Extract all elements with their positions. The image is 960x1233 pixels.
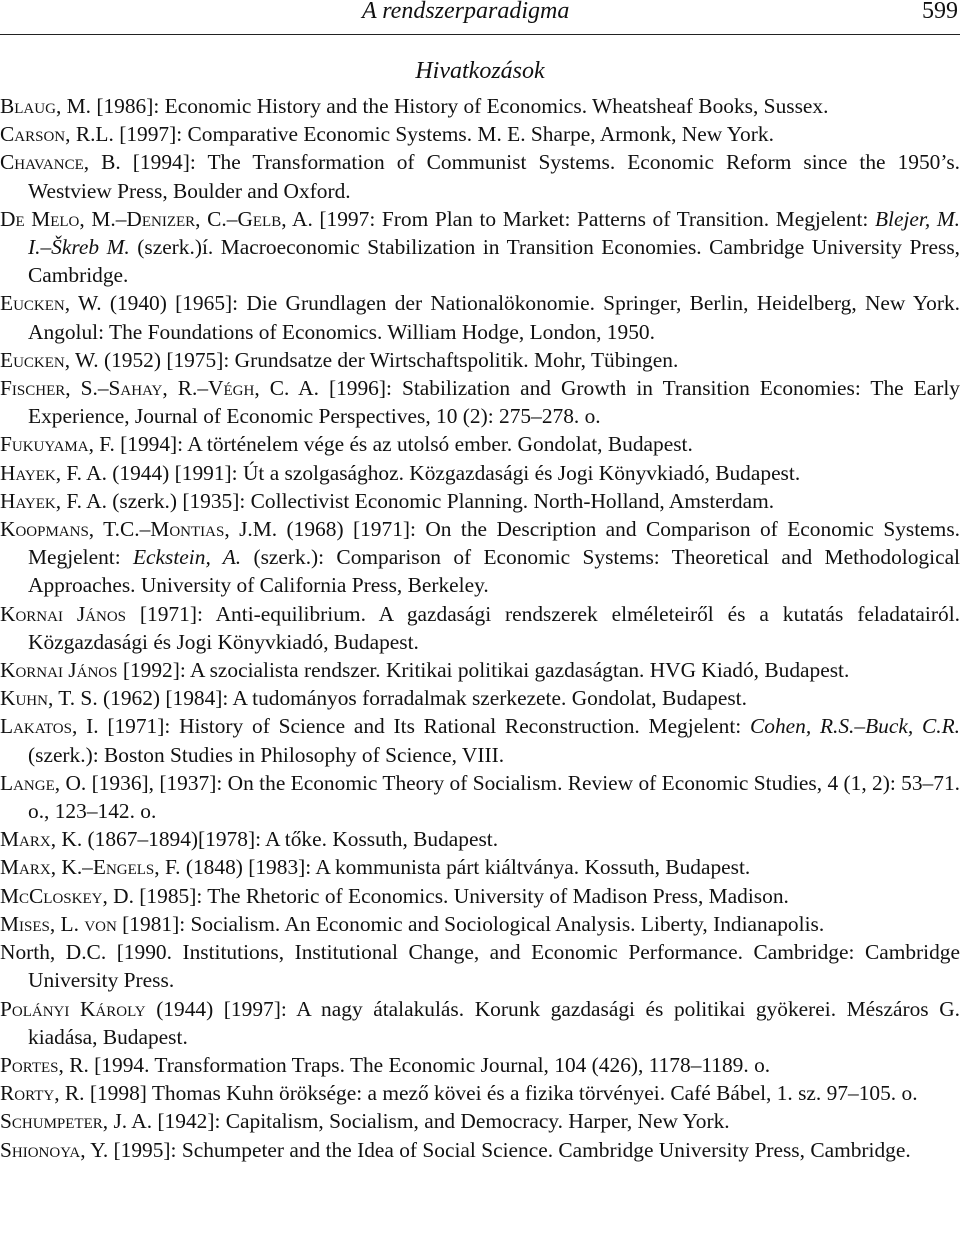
reference-text: [1971]: Anti-equilibrium. A gazdasági rendszerek elméleteiről és a kutatás feladatairól. Közgazdasági és Jogi Könyvkiadó, Budapest. xyxy=(28,601,960,654)
reference-item xyxy=(0,515,960,600)
reference-text: , R. [1994. Transformation Traps. The Economic Journal, 104 (426), 1178–1189. o. xyxy=(58,1052,771,1077)
reference-item xyxy=(0,995,960,1051)
reference-item xyxy=(0,825,960,853)
reference-item xyxy=(0,374,960,430)
reference-text: , I. [1971]: History of Science and Its Rational Reconstruction. Megjelent: xyxy=(71,714,750,739)
reference-editors: Cohen, R.S.–Buck, C.R. xyxy=(749,714,960,739)
reference-item xyxy=(0,430,960,458)
reference-text: (1944) [1997]: A nagy átalakulás. Korunk gazdasági és politikai gyökerei. Mészáros G. kiadása, Budapest. xyxy=(28,996,960,1049)
reference-text: [1981]: Socialism. An Economic and Sociological Analysis. Liberty, Indianapolis. xyxy=(116,911,825,936)
reference-item xyxy=(0,487,960,515)
reference-author: Carson xyxy=(0,122,66,147)
reference-author: Lange xyxy=(0,770,55,795)
reference-item xyxy=(0,853,960,881)
page-number: 599 xyxy=(922,0,958,24)
reference-item xyxy=(0,289,960,345)
reference-text: (szerk.): Comparison of Economic Systems: Theoretical and Methodological Approaches. University of California Press, Berkeley. xyxy=(28,545,960,598)
reference-author: Kornai János xyxy=(0,658,118,683)
reference-text: [1992]: A szocialista rendszer. Kritikai politikai gazdaságtan. HVG Kiadó, Budapest. xyxy=(117,658,850,683)
reference-author: Hayek xyxy=(0,488,56,513)
reference-author: Chavance xyxy=(0,150,84,175)
page-header xyxy=(0,0,960,35)
reference-item xyxy=(0,1051,960,1079)
section-title: Hivatkozások xyxy=(415,58,545,84)
reference-item xyxy=(0,1107,960,1135)
reference-item xyxy=(0,1079,960,1107)
reference-text: , F. A. (szerk.) [1935]: Collectivist Economic Planning. North-Holland, Amsterdam. xyxy=(55,488,775,513)
reference-text: , B. [1994]: The Transformation of Communist Systems. Economic Reform since the 1950’s. Westview Press, Boulder and Oxford. xyxy=(28,150,960,203)
reference-item xyxy=(0,882,960,910)
reference-text: , K. (1867–1894)[1978]: A tőke. Kossuth, Budapest. xyxy=(50,827,499,852)
reference-text: , Y. [1995]: Schumpeter and the Idea of Social Science. Cambridge University Press, Cambridge. xyxy=(80,1137,911,1162)
reference-text: , F. A. (1944) [1991]: Út a szolgasághoz. Közgazdasági és Jogi Könyvkiadó, Budapest. xyxy=(55,460,801,485)
reference-author: Eucken xyxy=(0,291,65,316)
reference-author: Blaug xyxy=(0,94,56,118)
reference-author: Lakatos xyxy=(0,714,72,739)
reference-author: Shionoya xyxy=(0,1137,81,1162)
reference-author: Polányi Károly xyxy=(0,996,146,1021)
reference-author: Koopmans, T.C.–Montias xyxy=(0,517,225,542)
reference-item xyxy=(0,346,960,374)
reference-author: Rorty xyxy=(0,1081,55,1106)
reference-item xyxy=(0,656,960,684)
reference-list xyxy=(0,92,960,1164)
reference-text: North, D.C. [1990. Institutions, Institutional Change, and Economic Performance. Cambridge: Cambridge University Press. xyxy=(0,940,960,993)
reference-author: Schumpeter xyxy=(0,1109,103,1134)
reference-author: Mises, L. von xyxy=(0,911,117,936)
reference-text: , R. [1998] Thomas Kuhn öröksége: a mező kövei és a fizika törvényei. Café Bábel, 1. sz. 97–105. o. xyxy=(54,1081,918,1106)
reference-text: , M. [1986]: Economic History and the History of Economics. Wheatsheaf Books, Sussex. xyxy=(55,94,829,118)
reference-author: Fischer, S.–Sahay, R.–Végh xyxy=(0,376,255,401)
reference-author: Kuhn xyxy=(0,686,48,711)
reference-editors: Eckstein, A. xyxy=(132,545,242,570)
reference-text: , A. [1997: From Plan to Market: Patterns of Transition. Megjelent: xyxy=(281,206,875,231)
reference-item xyxy=(0,769,960,825)
reference-item xyxy=(0,1136,960,1164)
reference-text: , C. A. [1996]: Stabilization and Growth in Transition Economies: The Early Experience, Journal of Economic Perspectives, 10 (2): 275–278. o. xyxy=(28,376,960,429)
reference-text: , D. [1985]: The Rhetoric of Economics. University of Madison Press, Madison. xyxy=(102,883,789,908)
reference-text: , F. [1994]: A történelem vége és az utolsó ember. Gondolat, Budapest. xyxy=(88,432,693,457)
reference-text: , O. [1936], [1937]: On the Economic Theory of Socialism. Review of Economic Studies, 4 (1, 2): 53–71. o., 123–142. o. xyxy=(28,770,960,824)
reference-item xyxy=(0,938,960,994)
reference-author: McCloskey xyxy=(0,883,103,908)
reference-text: , F. (1848) [1983]: A kommunista párt kiáltványa. Kossuth, Budapest. xyxy=(154,855,751,880)
reference-author: Marx, K.–Engels xyxy=(0,855,155,880)
reference-item xyxy=(0,600,960,656)
reference-item xyxy=(0,459,960,487)
reference-item xyxy=(0,205,960,290)
reference-item xyxy=(0,712,960,768)
reference-item xyxy=(0,120,960,148)
reference-text: , J.M. (1968) [1971]: On the Description and Comparison of Economic Systems. Megjelent: xyxy=(28,517,960,570)
running-title: A rendszerparadigma xyxy=(362,0,570,24)
reference-item xyxy=(0,684,960,712)
reference-text: , J. A. [1942]: Capitalism, Socialism, and Democracy. Harper, New York. xyxy=(102,1109,730,1134)
reference-text: (szerk.)í. Macroeconomic Stabilization in Transition Economies. Cambridge University Press, Cambridge. xyxy=(28,235,960,288)
reference-author: Fukuyama xyxy=(0,432,89,457)
reference-item xyxy=(0,148,960,204)
reference-text: , W. (1940) [1965]: Die Grundlagen der Nationalökonomie. Springer, Berlin, Heidelberg, New York. Angolul: The Foundations of Economics. William Hodge, London, 1950. xyxy=(28,291,960,344)
reference-text: (szerk.): Boston Studies in Philosophy of Science, VIII. xyxy=(28,742,505,767)
reference-author: Kornai János xyxy=(0,601,127,626)
reference-item xyxy=(0,910,960,938)
reference-item xyxy=(0,92,960,120)
reference-author: Portes xyxy=(0,1052,59,1077)
reference-text: , T. S. (1962) [1984]: A tudományos forradalmak szerkezete. Gondolat, Budapest. xyxy=(47,686,747,711)
reference-author: Hayek xyxy=(0,460,56,485)
reference-text: , R.L. [1997]: Comparative Economic Systems. M. E. Sharpe, Armonk, New York. xyxy=(65,122,774,147)
reference-author: Eucken xyxy=(0,347,65,372)
reference-author: De Melo, M.–Denizer, C.–Gelb xyxy=(0,206,282,231)
reference-text: , W. (1952) [1975]: Grundsatze der Wirtschaftspolitik. Mohr, Tübingen. xyxy=(64,347,679,372)
reference-author: Marx xyxy=(0,827,51,852)
reference-editors: Blejer, M. I.–Škreb M. xyxy=(28,206,960,260)
